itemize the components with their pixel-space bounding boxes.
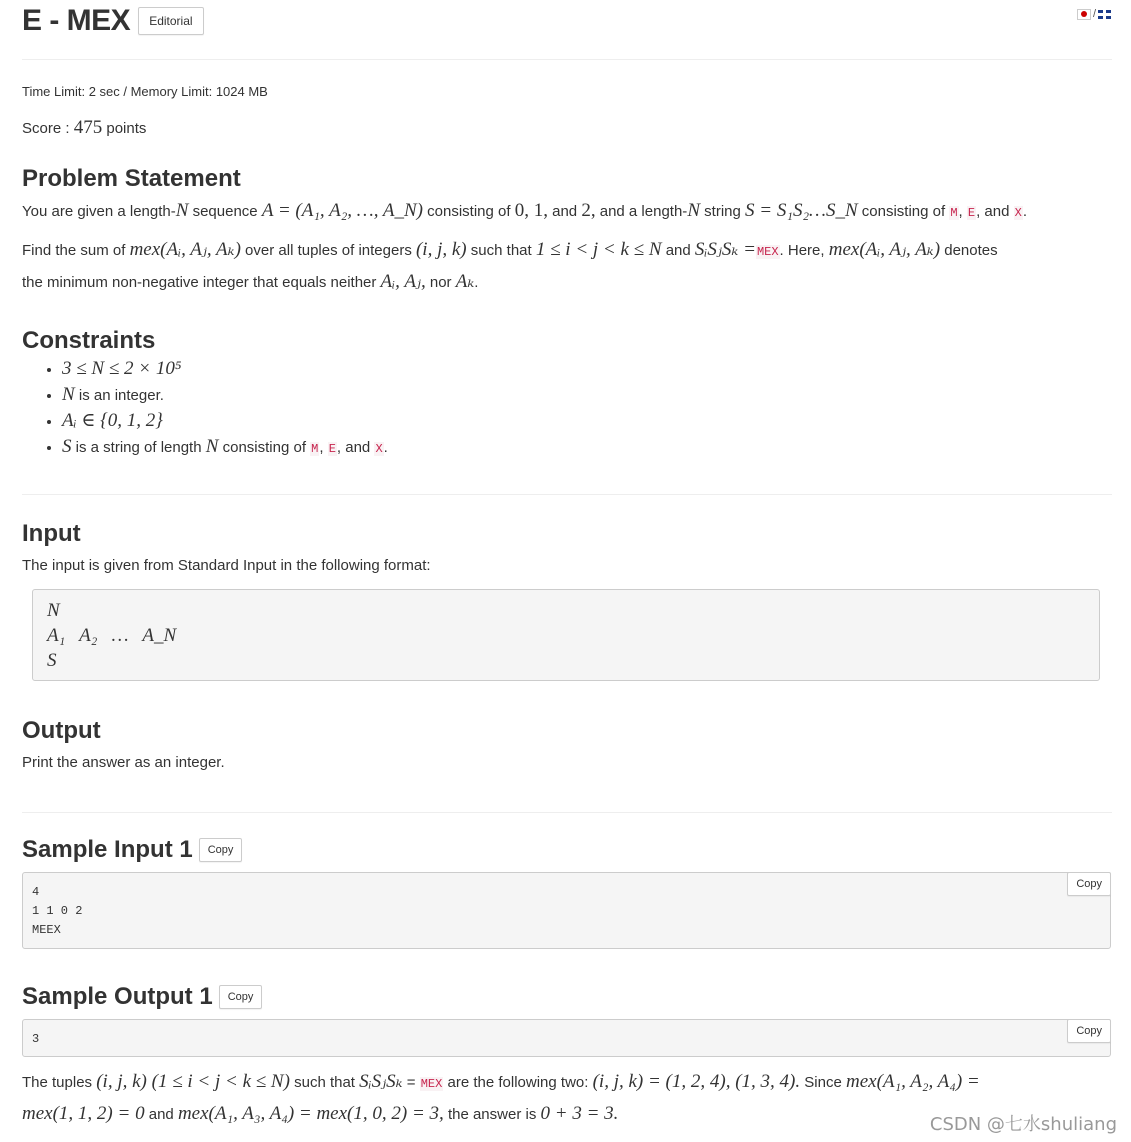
- sample-input-1-box[interactable]: [22, 872, 1111, 949]
- statement-paragraph-1: You are given a length-N sequence A = (A₁, A₂, …, A_N) consisting of 0, 1, and 2, and a length-N string S = S₁S₂…S_N consisting of M, E, and X.: [22, 200, 1027, 221]
- problem-statement-heading: Problem Statement: [22, 165, 241, 192]
- constraint-item: • Aᵢ ∈ {0, 1, 2}: [62, 408, 388, 434]
- sample-output-1-box[interactable]: [22, 1019, 1111, 1057]
- editorial-button[interactable]: Editorial: [138, 7, 203, 35]
- input-description: The input is given from Standard Input in the following format:: [22, 557, 431, 574]
- format-line: N: [47, 600, 60, 621]
- sample-line: 3: [32, 1032, 40, 1046]
- language-switcher: [1077, 8, 1111, 20]
- copy-button[interactable]: Copy: [1067, 1019, 1111, 1043]
- lang-separator: /: [1092, 8, 1096, 20]
- divider: [22, 59, 1112, 60]
- sample-input-1-heading: Sample Input 1: [22, 836, 193, 863]
- title-row: [22, 4, 204, 38]
- constraints-heading: Constraints: [22, 327, 156, 354]
- sample-line: 1 1 0 2: [32, 904, 83, 918]
- page-title: E - MEX: [22, 4, 131, 37]
- sample-input-1-header: [22, 836, 242, 864]
- sample-output-1-header: [22, 983, 262, 1011]
- copy-button[interactable]: Copy: [1067, 872, 1111, 896]
- divider: [22, 812, 1112, 813]
- limits-text: Time Limit: 2 sec / Memory Limit: 1024 MB: [22, 84, 268, 99]
- copy-button[interactable]: Copy: [219, 985, 263, 1009]
- sample-explanation: The tuples (i, j, k) (1 ≤ i < j < k ≤ N) such that SᵢSⱼSₖ = MEX are the following two: (i, j, k) = (1, 2, 4), (1, 3, 4). Since mex(A₁, A₂, A₄) = mex(1, 1, 2) = 0 and mex(A₁, A₃, A₄) = mex(1, 0, 2) = 3, the answer is 0 + 3 = 3.: [22, 1071, 980, 1124]
- copy-button[interactable]: Copy: [199, 838, 243, 862]
- score-suffix: points: [102, 120, 147, 137]
- watermark: CSDN @七水shuliang: [929, 1114, 1117, 1135]
- divider: [22, 494, 1112, 495]
- sample-line: MEEX: [32, 923, 61, 937]
- score-value: 475: [73, 117, 103, 138]
- japanese-flag-icon[interactable]: [1077, 9, 1091, 20]
- format-line: S: [47, 650, 57, 671]
- score-line: [22, 117, 146, 139]
- english-flag-icon[interactable]: [1098, 10, 1111, 19]
- input-format-box: [32, 589, 1100, 681]
- constraint-item: • 3 ≤ N ≤ 2 × 10⁵: [62, 356, 388, 382]
- output-heading: Output: [22, 717, 101, 744]
- statement-paragraph-2: Find the sum of mex(Aᵢ, Aⱼ, Aₖ) over all tuples of integers (i, j, k) such that 1 ≤ i < j < k ≤ N and SᵢSⱼSₖ =MEX. Here, mex(Aᵢ, Aⱼ, Aₖ) denotes the minimum non-negative integer that equals neither Aᵢ, Aⱼ, nor Aₖ.: [22, 239, 998, 292]
- constraints-list: [22, 356, 388, 462]
- output-description: Print the answer as an integer.: [22, 754, 225, 771]
- constraint-item: • N is an integer.: [62, 382, 388, 408]
- format-line: A₁ A₂ … A_N: [47, 625, 177, 646]
- sample-line: 4: [32, 885, 40, 899]
- sample-output-1-heading: Sample Output 1: [22, 983, 213, 1010]
- constraint-item: • S is a string of length N consisting of M, E, and X.: [62, 434, 388, 462]
- score-label: Score :: [22, 120, 74, 137]
- input-heading: Input: [22, 520, 81, 547]
